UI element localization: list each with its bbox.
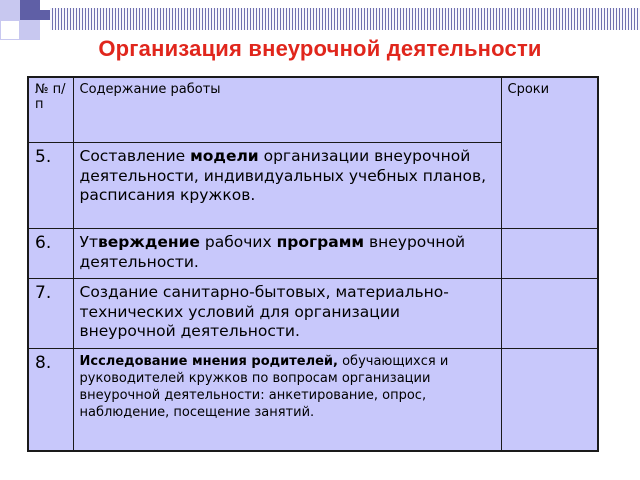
row-terms bbox=[501, 229, 598, 279]
row-content: Составление модели организации внеурочной деятельности, индивидуальных учебных планов, расписания кружков. bbox=[73, 143, 501, 229]
table-row bbox=[28, 229, 598, 279]
row-terms bbox=[501, 349, 598, 451]
row-content: Исследование мнения родителей, обучающихся и руководителей кружков по вопросам организации внеурочной деятельности: анкетирование, опрос, наблюдение, посещение занятий. bbox=[73, 349, 501, 451]
header-stripe-band bbox=[50, 8, 640, 30]
table-row bbox=[28, 279, 598, 349]
header-content: Содержание работы bbox=[73, 77, 501, 143]
row-number: 7. bbox=[28, 279, 73, 349]
row-content: Утверждение рабочих программ внеурочной деятельности. bbox=[73, 229, 501, 279]
row-terms bbox=[501, 279, 598, 349]
row-number: 8. bbox=[28, 349, 73, 451]
row-content: Создание санитарно-бытовых, материально-технических условий для организации внеурочной деятельности. bbox=[73, 279, 501, 349]
header-terms: Сроки bbox=[501, 77, 598, 229]
row-number: 5. bbox=[28, 143, 73, 229]
row-number: 6. bbox=[28, 229, 73, 279]
table-header-row bbox=[28, 77, 598, 143]
slide-title: Организация внеурочной деятельности bbox=[98, 36, 542, 61]
table-row bbox=[28, 349, 598, 451]
activity-table bbox=[27, 76, 599, 452]
header-number: № п/п bbox=[28, 77, 73, 143]
